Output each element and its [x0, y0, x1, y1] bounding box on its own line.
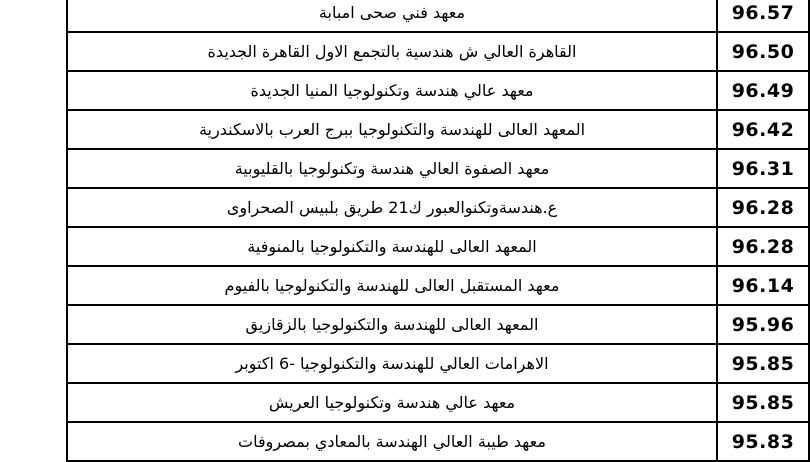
institute-name-cell: المعهد العالى للهندسة والتكنولوجيا ببرج العرب بالاسكندرية: [67, 110, 717, 149]
table-row: [67, 422, 809, 461]
institute-name-cell: معهد عالي هندسة وتكنولوجيا العريش: [67, 383, 717, 422]
score-cell: 96.50: [717, 32, 809, 71]
table-row: [67, 188, 809, 227]
score-cell: 95.83: [717, 422, 809, 461]
table-row: [67, 383, 809, 422]
institute-name-cell: المعهد العالى للهندسة والتكنولوجيا بالزقازيق: [67, 305, 717, 344]
institute-name-cell: معهد المستقبل العالى للهندسة والتكنولوجيا بالفيوم: [67, 266, 717, 305]
scores-table-container: [66, 0, 808, 462]
institute-name-cell: المعهد العالى للهندسة والتكنولوجيا بالمنوفية: [67, 227, 717, 266]
table-row: [67, 32, 809, 71]
score-cell: 96.49: [717, 71, 809, 110]
institute-name-cell: القاهرة العالي ش هندسية بالتجمع الاول القاهرة الجديدة: [67, 32, 717, 71]
score-cell: 96.28: [717, 227, 809, 266]
score-cell: 96.14: [717, 266, 809, 305]
table-row: [67, 110, 809, 149]
institute-name-cell: الاهرامات العالي للهندسة والتكنولوجيا -6 اكتوبر: [67, 344, 717, 383]
table-row: [67, 227, 809, 266]
institute-name-cell: ع.هندسةوتكنوالعبور ك21 طريق بلبيس الصحراوى: [67, 188, 717, 227]
score-cell: 95.85: [717, 344, 809, 383]
score-cell: 95.85: [717, 383, 809, 422]
table-row: [67, 0, 809, 32]
institute-name-cell: معهد طيبة العالي الهندسة بالمعادي بمصروفات: [67, 422, 717, 461]
institute-name-cell: معهد عالي هندسة وتكنولوجيا المنيا الجديدة: [67, 71, 717, 110]
score-cell: 96.57: [717, 0, 809, 32]
score-cell: 96.42: [717, 110, 809, 149]
institute-name-cell: معهد الصفوة العالي هندسة وتكنولوجيا بالقليوبية: [67, 149, 717, 188]
institute-scores-table: [66, 0, 810, 462]
table-row: [67, 71, 809, 110]
table-row: [67, 305, 809, 344]
table-row: [67, 344, 809, 383]
score-cell: 95.96: [717, 305, 809, 344]
institute-name-cell: معهد فني صحى امبابة: [67, 0, 717, 32]
table-row: [67, 149, 809, 188]
table-row: [67, 266, 809, 305]
score-cell: 96.28: [717, 188, 809, 227]
score-cell: 96.31: [717, 149, 809, 188]
